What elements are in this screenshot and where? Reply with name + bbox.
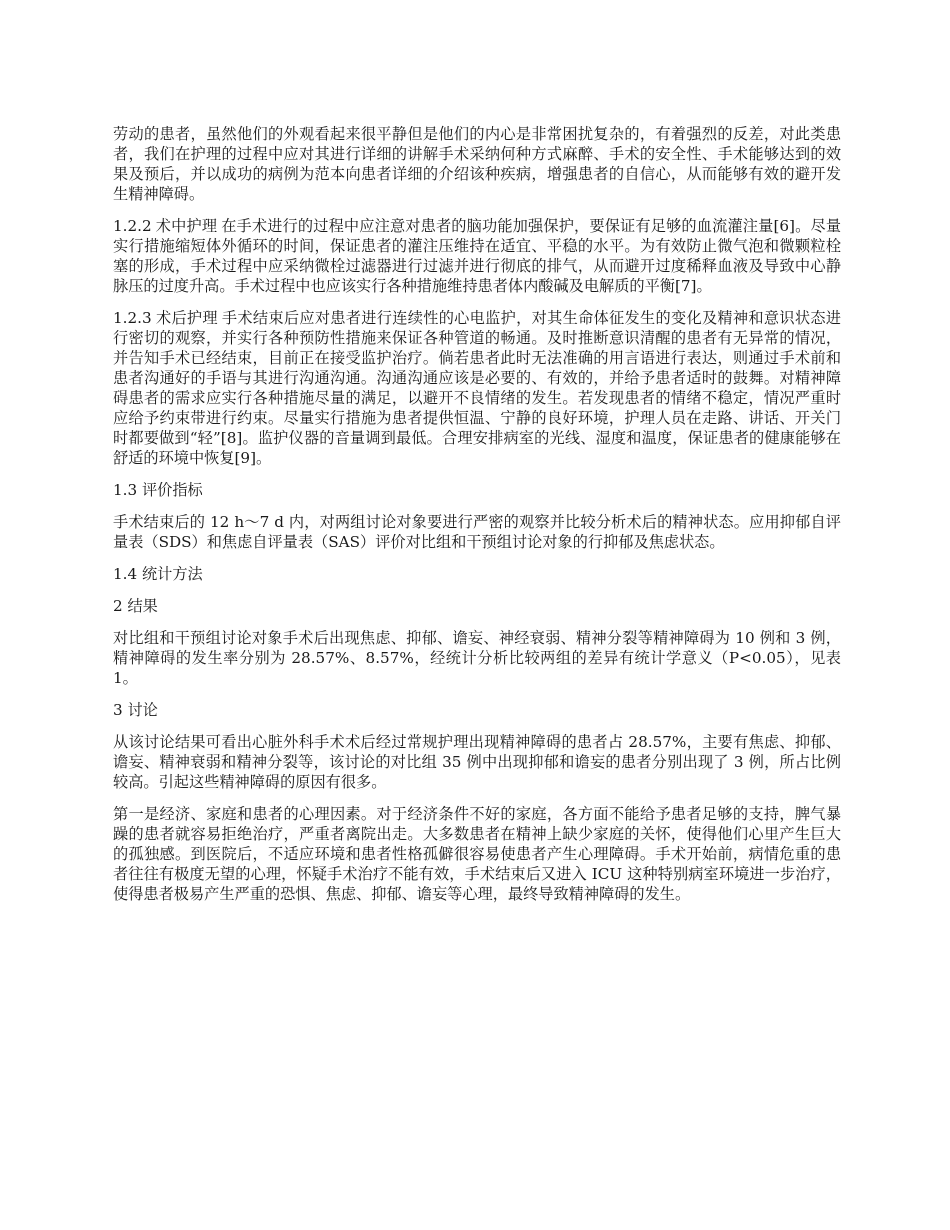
paragraph-results: 对比组和干预组讨论对象手术后出现焦虑、抑郁、谵妄、神经衰弱、精神分裂等精神障碍为 10 例和 3 例，精神障碍的发生率分别为 28.57%、8.57%，经统计分析比较两组的差异有统计学意义（P<0.05），见表 1。 xyxy=(113,629,841,687)
section-1-2-2 xyxy=(113,216,841,296)
section-text: 手术结束后应对患者进行连续性的心电监护，对其生命体征发生的变化及精神和意识状态进行密切的观察，并实行各种预防性措施来保证各种管道的畅通。及时推断意识清醒的患者有无异常的情况，并告知手术已经结束，目前正在接受监护治疗。倘若患者此时无法准确的用言语进行表达，则通过手术前和患者沟通好的手语与其进行沟通沟通。沟通沟通应该是必要的、有效的，并给予患者适时的鼓舞。对精神障碍患者的需求应实行各种措施尽量的满足，以避开不良情绪的发生。若发现患者的情绪不稳定，情况严重时应给予约束带进行约束。尽量实行措施为患者提供恒温、宁静的良好环境，护理人员在走路、讲话、开关门时都要做到“轻”[8]。监护仪器的音量调到最低。合理安排病室的光线、湿度和温度，保证患者的健康能够在舒适的环境中恢复[9]。 xyxy=(113,309,842,467)
paragraph-discussion-1: 从该讨论结果可看出心脏外科手术术后经过常规护理出现精神障碍的患者占 28.57%，主要有焦虑、抑郁、谵妄、精神衰弱和精神分裂等，该讨论的对比组 35 例中出现抑郁和谵妄的患者分别出现了 3 例，所占比例较高。引起这些精神障碍的原因有很多。 xyxy=(113,733,841,791)
section-title: 术后护理 xyxy=(155,309,218,327)
heading-2: 2 结果 xyxy=(113,597,158,615)
intro-paragraph: 劳动的患者，虽然他们的外观看起来很平静但是他们的内心是非常困扰复杂的，有着强烈的反差，对此类患者，我们在护理的过程中应对其进行详细的讲解手术采纳何种方式麻醉、手术的安全性、手术能够达到的效果及预后，并以成功的病例为范本向患者详细的介绍该种疾病，增强患者的自信心，从而能够有效的避开发生精神障碍。 xyxy=(113,125,841,203)
section-number: 1.2.3 xyxy=(113,309,152,327)
paragraph-1-3: 手术结束后的 12 h～7 d 内，对两组讨论对象要进行严密的观察并比较分析术后的精神状态。应用抑郁自评量表（SDS）和焦虑自评量表（SAS）评价对比组和干预组讨论对象的行抑郁及焦虑状态。 xyxy=(113,513,841,551)
paragraph-discussion-2: 第一是经济、家庭和患者的心理因素。对于经济条件不好的家庭，各方面不能给予患者足够的支持，脾气暴躁的患者就容易拒绝治疗，严重者离院出走。大多数患者在精神上缺少家庭的关怀，使得他们心里产生巨大的孤独感。到医院后，不适应环境和患者性格孤僻很容易使患者产生心理障碍。手术开始前，病情危重的患者往往有极度无望的心理，怀疑手术治疗不能有效，手术结束后又进入 ICU 这种特别病室环境进一步治疗，使得患者极易产生严重的恐惧、焦虑、抑郁、谵妄等心理，最终导致精神障碍的发生。 xyxy=(113,805,841,903)
heading-3: 3 讨论 xyxy=(113,701,158,719)
heading-1-4: 1.4 统计方法 xyxy=(113,565,203,583)
heading-1-3: 1.3 评价指标 xyxy=(113,481,203,499)
section-title: 术中护理 xyxy=(155,217,218,235)
section-1-2-3 xyxy=(113,308,841,468)
section-number: 1.2.2 xyxy=(113,217,152,235)
section-text: 在手术进行的过程中应注意对患者的脑功能加强保护，要保证有足够的血流灌注量[6]。尽量实行措施缩短体外循环的时间，保证患者的灌注压维持在适宜、平稳的水平。为有效防止微气泡和微颗粒栓塞的形成，手术过程中应采纳微栓过滤器进行过滤并进行彻底的排气，从而避开过度稀释血液及导致中心静脉压的过度升高。手术过程中也应该实行各种措施维持患者体内酸碱及电解质的平衡[7]。 xyxy=(113,217,842,295)
document-page xyxy=(113,124,841,916)
